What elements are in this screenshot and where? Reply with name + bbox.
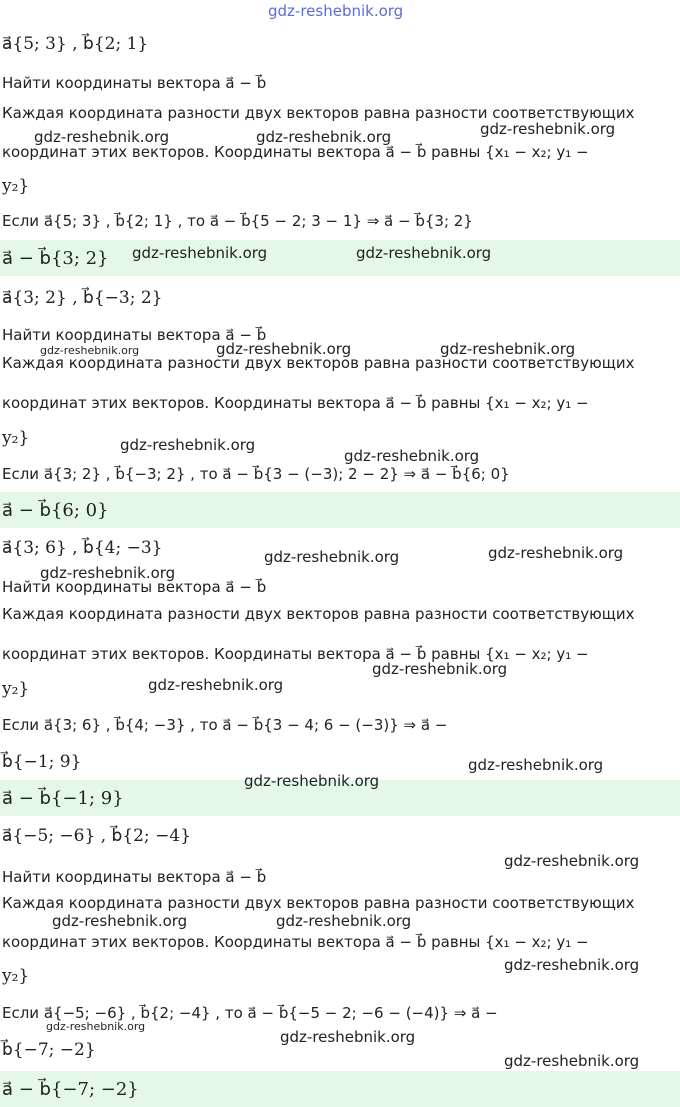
block-2-task: Найти координаты вектора a⃗ − b⃗ xyxy=(2,326,267,344)
block-2-given: a⃗{3; 2} , b⃗{−3; 2} xyxy=(2,288,163,308)
block-3-rule-line-3: y₂} xyxy=(2,679,30,699)
watermark: gdz-reshebnik.org xyxy=(132,244,268,262)
block-2-answer-box xyxy=(0,492,680,528)
watermark: gdz-reshebnik.org xyxy=(148,676,284,694)
block-4-calculation-cont: b⃗{−7; −2} xyxy=(2,1040,96,1060)
block-3-calculation: Если a⃗{3; 6} , b⃗{4; −3} , то a⃗ − b⃗{3 − 4; 6 − (−3)} ⇒ a⃗ − xyxy=(2,716,448,734)
block-3-given: a⃗{3; 6} , b⃗{4; −3} xyxy=(2,538,163,558)
block-4-task: Найти координаты вектора a⃗ − b⃗ xyxy=(2,868,267,886)
watermark: gdz-reshebnik.org xyxy=(216,340,352,358)
watermark: gdz-reshebnik.org xyxy=(120,436,256,454)
block-3-task: Найти координаты вектора a⃗ − b⃗ xyxy=(2,578,267,596)
watermark: gdz-reshebnik.org xyxy=(504,956,640,974)
watermark: gdz-reshebnik.org xyxy=(480,120,616,138)
block-4-rule-line-2: координат этих векторов. Координаты вектора a⃗ − b⃗ равны {x₁ − x₂; y₁ − xyxy=(2,933,589,951)
watermark: gdz-reshebnik.org xyxy=(356,244,492,262)
watermark: gdz-reshebnik.org xyxy=(344,447,480,465)
block-1-answer-box xyxy=(0,240,680,276)
block-4-given: a⃗{−5; −6} , b⃗{2; −4} xyxy=(2,826,191,846)
block-1-rule-line-1: Каждая координата разности двух векторов равна разности соответствующих xyxy=(2,104,635,122)
block-1-rule-line-2: координат этих векторов. Координаты вектора a⃗ − b⃗ равны {x₁ − x₂; y₁ − xyxy=(2,143,589,161)
block-1-task: Найти координаты вектора a⃗ − b⃗ xyxy=(2,74,267,92)
block-1-given: a⃗{5; 3} , b⃗{2; 1} xyxy=(2,34,149,54)
watermark: gdz-reshebnik.org xyxy=(40,564,176,582)
block-3-calculation-cont: b⃗{−1; 9} xyxy=(2,752,82,772)
block-1-answer: a⃗ − b⃗{3; 2} xyxy=(2,248,109,269)
block-4-rule-line-1: Каждая координата разности двух векторов равна разности соответствующих xyxy=(2,894,635,912)
watermark: gdz-reshebnik.org xyxy=(52,912,188,930)
block-2-rule-line-2: координат этих векторов. Координаты вектора a⃗ − b⃗ равны {x₁ − x₂; y₁ − xyxy=(2,394,589,412)
watermark: gdz-reshebnik.org xyxy=(256,128,392,146)
block-1-rule-line-3: y₂} xyxy=(2,176,30,196)
block-4-answer-box xyxy=(0,1071,680,1107)
block-4-answer: a⃗ − b⃗{−7; −2} xyxy=(2,1079,139,1100)
block-1-calculation: Если a⃗{5; 3} , b⃗{2; 1} , то a⃗ − b⃗{5 − 2; 3 − 1} ⇒ a⃗ − b⃗{3; 2} xyxy=(2,212,473,230)
watermark: gdz-reshebnik.org xyxy=(280,1028,416,1046)
block-4-calculation: Если a⃗{−5; −6} , b⃗{2; −4} , то a⃗ − b⃗{−5 − 2; −6 − (−4)} ⇒ a⃗ − xyxy=(2,1004,498,1022)
watermark: gdz-reshebnik.org xyxy=(34,128,170,146)
watermark: gdz-reshebnik.org xyxy=(46,1020,146,1033)
block-2-rule-line-1: Каждая координата разности двух векторов равна разности соответствующих xyxy=(2,354,635,372)
block-3-answer: a⃗ − b⃗{−1; 9} xyxy=(2,788,124,809)
site-watermark-top: gdz-reshebnik.org xyxy=(268,2,404,20)
block-3-rule-line-1: Каждая координата разности двух векторов равна разности соответствующих xyxy=(2,605,635,623)
watermark: gdz-reshebnik.org xyxy=(244,772,380,790)
block-2-answer: a⃗ − b⃗{6; 0} xyxy=(2,500,109,521)
watermark: gdz-reshebnik.org xyxy=(504,852,640,870)
block-2-calculation: Если a⃗{3; 2} , b⃗{−3; 2} , то a⃗ − b⃗{3 − (−3); 2 − 2} ⇒ a⃗ − b⃗{6; 0} xyxy=(2,465,510,483)
block-4-rule-line-3: y₂} xyxy=(2,966,30,986)
watermark: gdz-reshebnik.org xyxy=(372,660,508,678)
watermark: gdz-reshebnik.org xyxy=(440,340,576,358)
watermark: gdz-reshebnik.org xyxy=(468,756,604,774)
watermark: gdz-reshebnik.org xyxy=(504,1052,640,1070)
block-3-rule-line-2: координат этих векторов. Координаты вектора a⃗ − b⃗ равны {x₁ − x₂; y₁ − xyxy=(2,645,589,663)
watermark: gdz-reshebnik.org xyxy=(276,912,412,930)
watermark: gdz-reshebnik.org xyxy=(264,548,400,566)
block-2-rule-line-3: y₂} xyxy=(2,428,30,448)
watermark: gdz-reshebnik.org xyxy=(488,544,624,562)
watermark: gdz-reshebnik.org xyxy=(40,344,140,357)
